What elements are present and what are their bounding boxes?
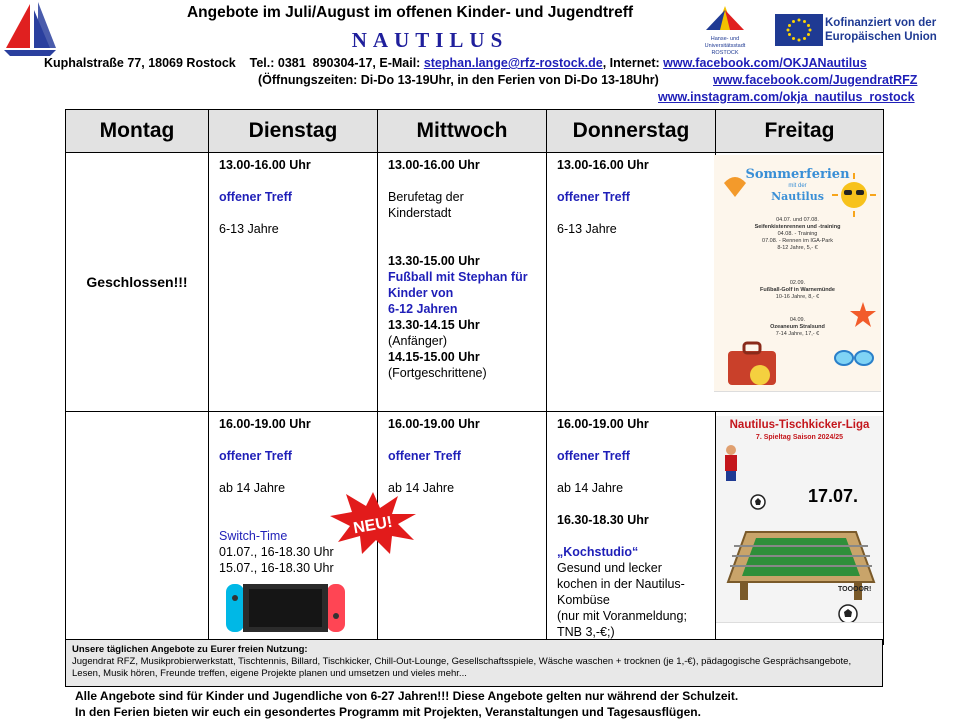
thursday-afternoon: 13.00-16.00 Uhr offener Treff 6-13 Jahre (547, 153, 716, 412)
monday-closed: Geschlossen!!! (66, 153, 209, 412)
summer-holiday-poster: Sommerferien mit der Nautilus 04.07. und 07.08. Seifenkistenrennen und -training 04.08. - Training 07.08. - Rennen im IGA-Park 8-12 Jahre, 5,- € 02.09. Fußball-Golf in Warnemünde 10-16 Jahre, 8,- € 04.09. Ozeaneum Stralsund 7-14 Jahre, 17,- € (714, 155, 881, 411)
brand-name: NAUTILUS (351, 28, 509, 52)
thursday-evening: 16.00-19.00 Uhr offener Treff ab 14 Jahre 16.30-18.30 Uhr „Kochstudio“ Gesund und lecker kochen in der Nautilus- Kombüse (nur mit Voranmeldung; TNB 3,-€;) (547, 412, 716, 645)
rostock-label: Hanse- und Universitätsstadt ROSTOCK (704, 36, 746, 56)
monday-evening (66, 412, 209, 645)
day-header-thursday: Donnerstag (547, 110, 716, 153)
nintendo-switch-icon (226, 580, 345, 636)
facebook-jugendrat-link[interactable]: www.facebook.com/JugendratRFZ (713, 73, 918, 87)
eu-cofunding-text: Kofinanziert von der Europäischen Union (825, 17, 937, 43)
day-header-tuesday: Dienstag (209, 110, 378, 153)
soccer-ball-icon (750, 494, 766, 510)
email-link[interactable]: stephan.lange@rfz-rostock.de (423, 56, 603, 70)
kicker-description (746, 452, 876, 488)
opening-hours: (Öffnungszeiten: Di-Do 13-19Uhr, in den Ferien von Di-Do 13-18Uhr) (258, 73, 659, 87)
day-header-monday: Montag (66, 110, 209, 153)
svg-text:NEU!: NEU! (352, 513, 394, 538)
goggles-icon (834, 343, 874, 373)
sailboat-logo (0, 0, 60, 58)
day-header-wednesday: Mittwoch (378, 110, 547, 153)
soccer-ball-2-icon (838, 604, 858, 624)
shell-icon (722, 173, 748, 199)
rostock-logo (700, 4, 750, 36)
poster-events: 04.07. und 07.08. Seifenkistenrennen und -training 04.08. - Training 07.08. - Rennen im IGA-Park 8-12 Jahre, 5,- € 02.09. Fußball-Golf in Warnemünde 10-16 Jahre, 8,- € 04.09. Ozeaneum Stralsund 7-14 Jahre, 17,- € (754, 217, 841, 337)
wednesday-afternoon: 13.00-16.00 Uhr Berufetag der Kinderstadt 13.30-15.00 Uhr Fußball mit Stephan für Kinder von 6-12 Jahren 13.30-14.15 Uhr (Anfänger) 14.15-15.00 Uhr (Fortgeschrittene) (378, 153, 547, 412)
tuesday-evening: 16.00-19.00 Uhr offener Treff ab 14 Jahre Switch-Time 01.07., 16-18.30 Uhr 15.07., 16-18.30 Uhr (209, 412, 378, 645)
sun-icon (832, 173, 876, 217)
kicker-date: 17.07. (808, 486, 859, 506)
bottom-notes: Alle Angebote sind für Kinder und Jugendliche von 6-27 Jahren!!! Diese Angebote gelten nur während der Schulzeit. In den Ferien bieten wir euch ein gesondertes Programm mit Projekten, Veranstaltungen und Tagesausflügen. (75, 689, 739, 719)
kicker-figure-icon (720, 444, 742, 484)
eu-flag-icon (775, 14, 823, 46)
kicker-league-poster: Nautilus-Tischkicker-Liga 7. Spieltag Saison 2024/25 17.07. TOOOOR! (716, 416, 883, 638)
kicker-sponsor-strip (716, 622, 883, 638)
day-header-friday: Freitag (716, 110, 884, 153)
daily-offers-box: Unsere täglichen Angebote zu Eurer freien Nutzung: Jugendrat RFZ, Musikprobierwerkstatt, Tischtennis, Billard, Tischkicker, Chill-Out-Lounge, Gesellschaftsspiele, Wäsche waschen + trocknen (je 1,-€), pädagogische Gesprächsangebote, Lesen, Musik hören, Freunde treffen, eigene Projekte planen und umsetzen und vieles mehr... (65, 639, 883, 687)
instagram-link[interactable]: www.instagram.com/okja_nautilus_rostock (658, 90, 915, 104)
starfish-icon (848, 300, 878, 330)
facebook-okja-link[interactable]: www.facebook.com/OKJANautilus (663, 56, 867, 70)
wednesday-evening: 16.00-19.00 Uhr offener Treff ab 14 Jahre (378, 412, 547, 645)
goal-text: TOOOOR! (838, 586, 872, 593)
tuesday-afternoon: 13.00-16.00 Uhr offener Treff 6-13 Jahre (209, 153, 378, 412)
day-header-row (66, 110, 884, 153)
poster-sponsor-strip (714, 391, 881, 411)
suitcase-icon (724, 335, 784, 391)
page-title: Angebote im Juli/August im offenen Kinder- und Jugendtreff (186, 4, 634, 21)
new-badge (328, 490, 418, 556)
contact-line: Kuphalstraße 77, 18069 Rostock Tel.: 0381 890304-17, E-Mail: stephan.lange@rfz-rostock.de, Internet: www.facebook.com/OKJANautilus (44, 56, 867, 70)
